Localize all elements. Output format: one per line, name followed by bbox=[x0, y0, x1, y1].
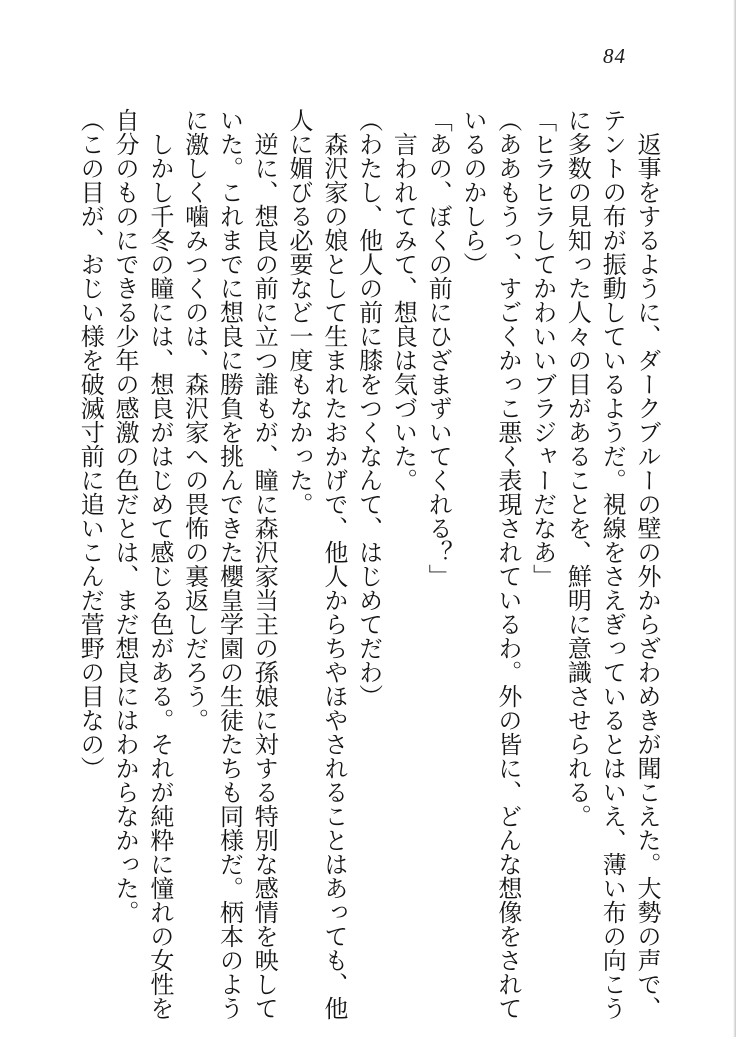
paragraph-narration: 森沢家の娘として生まれたおかげで、他人からちやほやされることはあっても、他人に媚びる必要など一度もなかった。 bbox=[285, 108, 346, 1020]
page-number: 84 bbox=[603, 44, 626, 68]
paragraph-inner-thought: （わたし、他人の前に膝をつくなんて、はじめてだわ） bbox=[354, 108, 381, 708]
page-text bbox=[71, 108, 663, 1028]
paragraph-dialogue: 「あの、ぼくの前にひざまずいてくれる？」 bbox=[424, 108, 451, 588]
paragraph-narration: しかし千冬の瞳には、想良がはじめて感じる色がある。それが純粋に憧れの女性を自分のものにできる少年の感激の色だとは、まだ想良にはわからなかった。 bbox=[111, 108, 172, 1020]
paragraph-dialogue: 「ヒラヒラしてかわいいブラジャーだなあ」 bbox=[528, 108, 555, 588]
paragraph-inner-thought: （ああもうっ、すごくかっこ悪く表現されているわ。外の皆に、どんな想像をされているのかしら） bbox=[459, 108, 520, 1020]
paragraph-inner-thought: （この目が、おじい様を破滅寸前に追いこんだ菅野の目なの） bbox=[76, 108, 103, 780]
paragraph-narration: 返事をするように、ダークブルーの壁の外からざわめきが聞こえた。大勢の声で、テントの布が振動しているようだ。視線をさえぎっているとはいえ、薄い布の向こうに多数の見知った人々の目があることを、鮮明に意識させられる。 bbox=[563, 108, 659, 1020]
paragraph-narration: 逆に、想良の前に立つ誰もが、瞳に森沢家当主の孫娘に対する特別な感情を映していた。これまでに想良に勝負を挑んできた櫻皇学園の生徒たちも同様だ。柄本のように激しく噛みつくのは、森沢家への畏怖の裏返しだろう。 bbox=[180, 108, 277, 1020]
paragraph-narration: 言われてみて、想良は気づいた。 bbox=[389, 132, 416, 492]
